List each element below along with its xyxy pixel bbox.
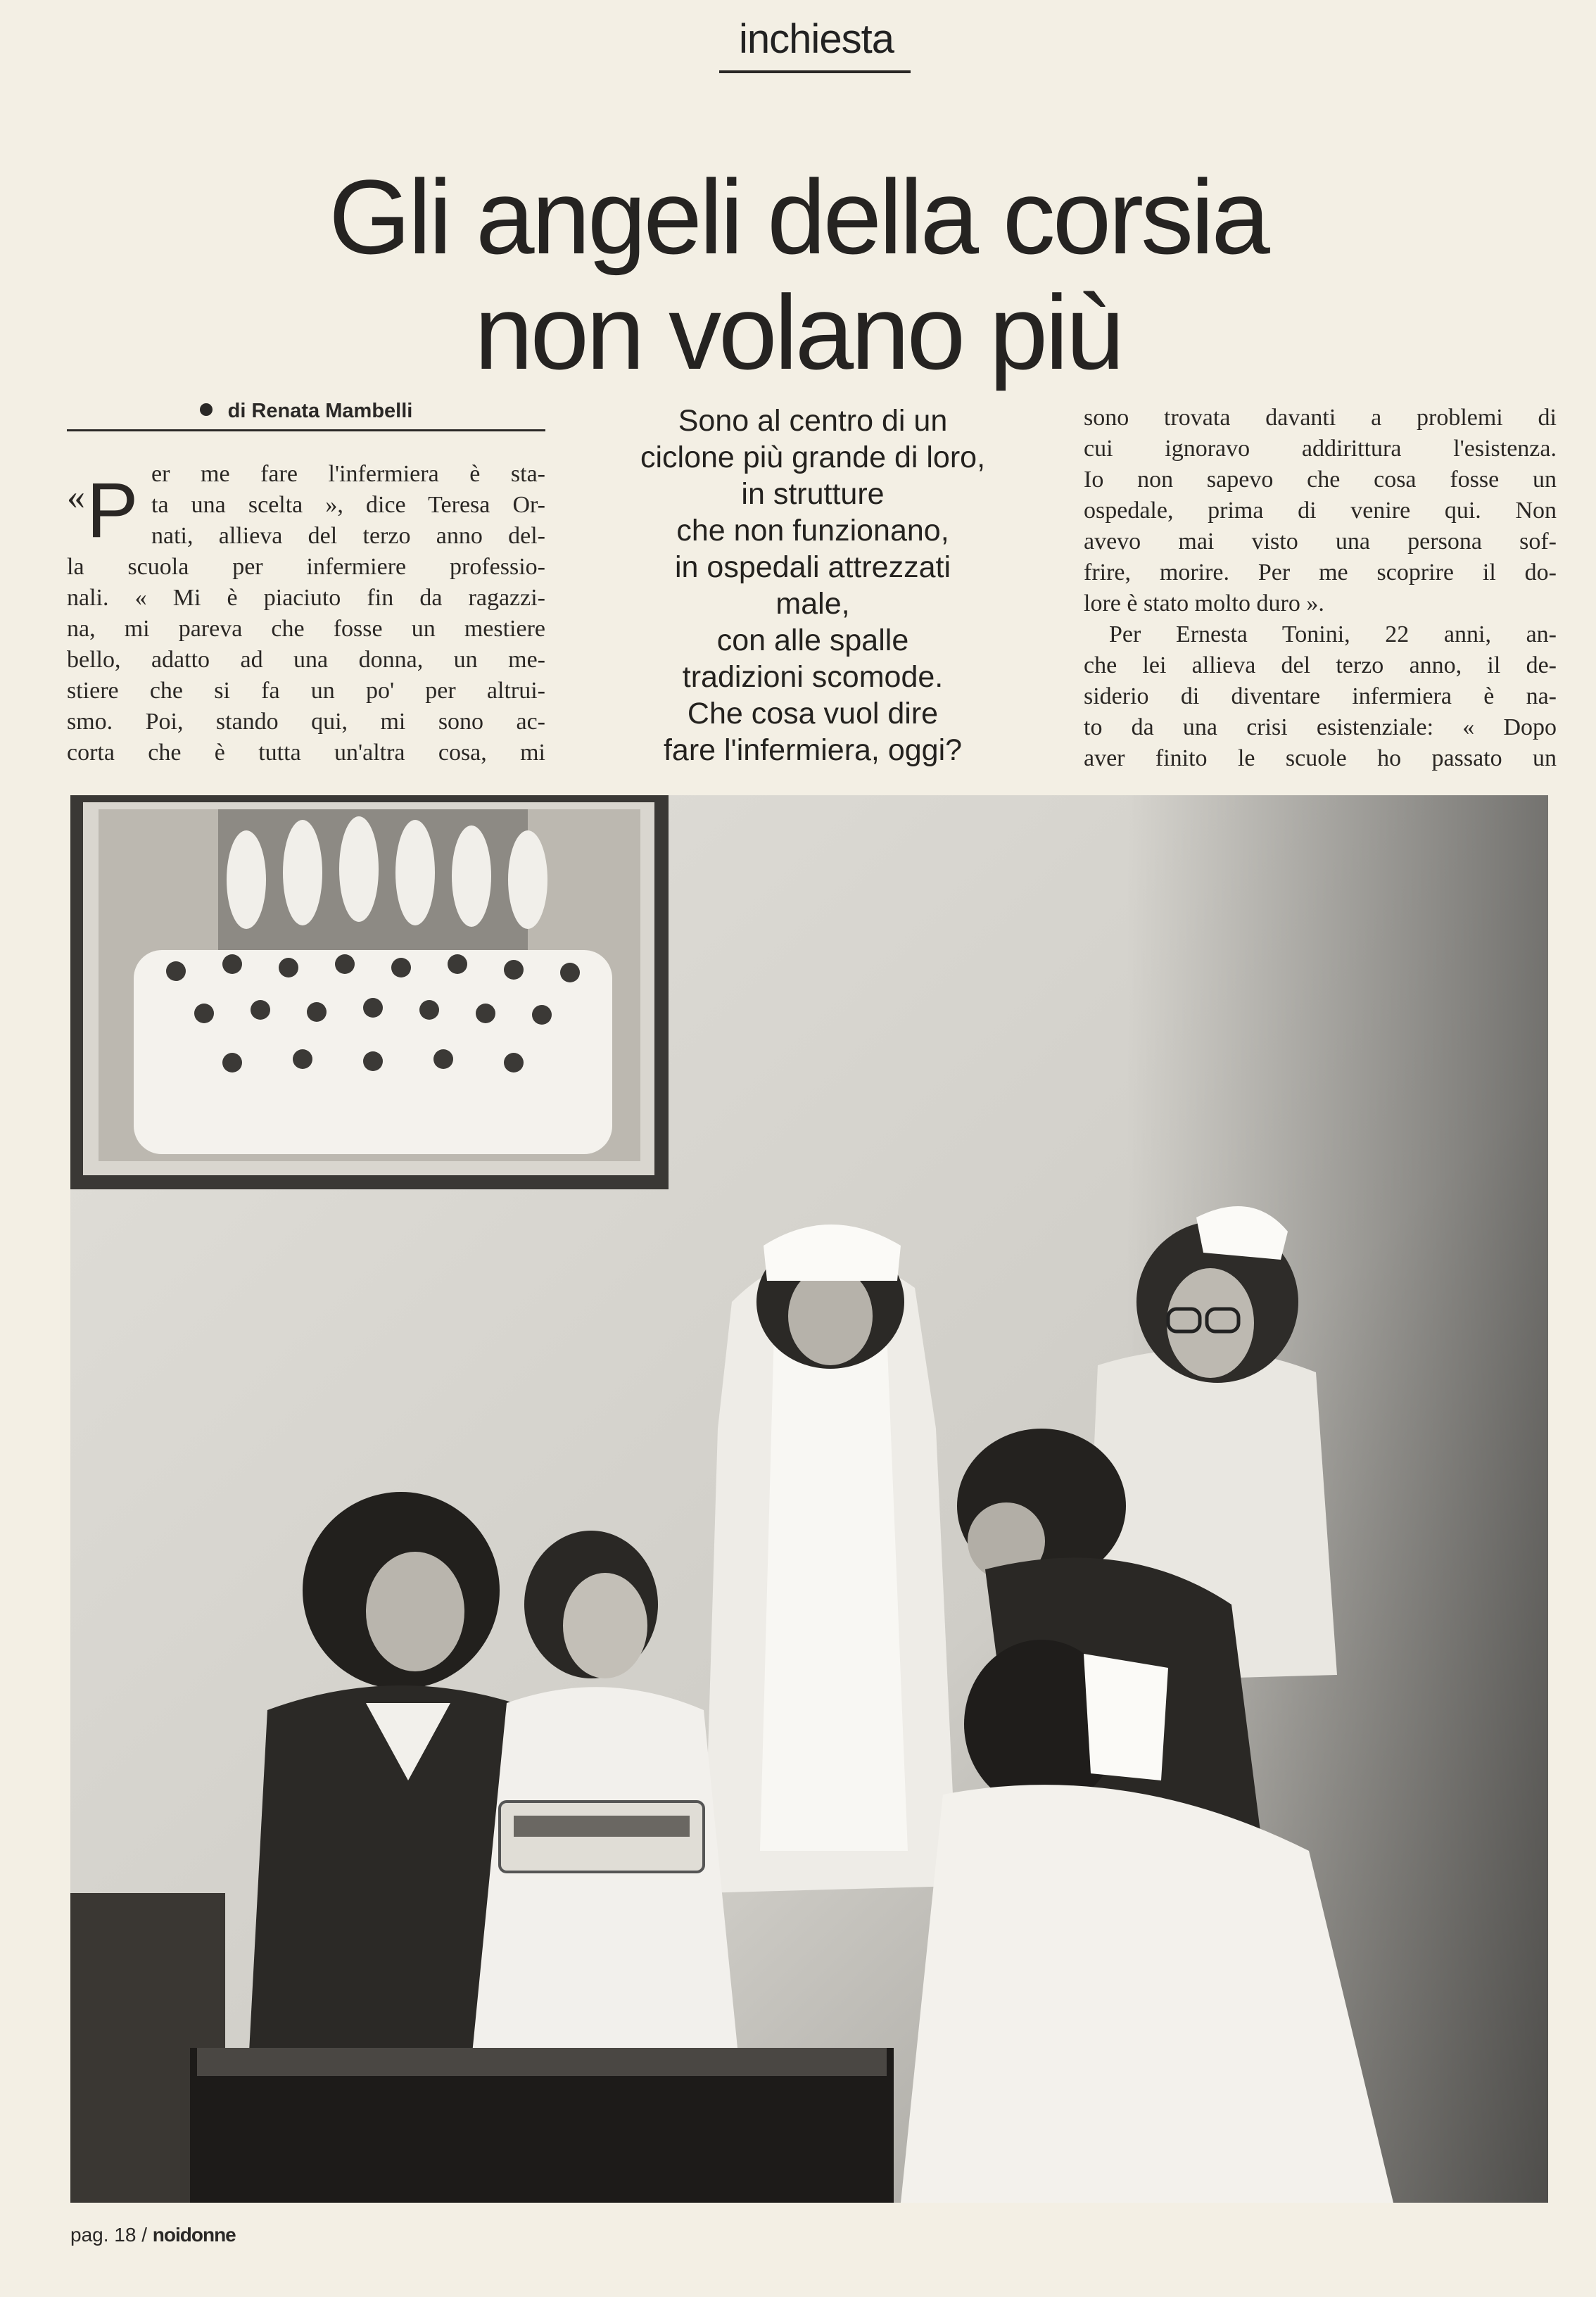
footer-separator: / (141, 2224, 147, 2246)
pull-quote-line: tradizioni scomode. (682, 660, 944, 694)
article-column-1 (67, 459, 545, 768)
column-3-line: frire, morire. Per me scoprire il do- (1084, 559, 1557, 586)
byline-text: di Renata Mambelli (227, 400, 413, 422)
pull-quote-line: in ospedali attrezzati (675, 550, 951, 584)
pull-quote-line: Che cosa vuol dire (687, 697, 939, 730)
column-3-line: sono trovata davanti a problemi di (1084, 405, 1557, 431)
column-1-line: stiere che si fa un po' per altrui- (67, 678, 545, 704)
column-3-line: Io non sapevo che cosa fosse un (1084, 467, 1557, 493)
drop-cap-letter: P (87, 467, 139, 554)
column-1-line: ta una scelta », dice Teresa Or- (151, 492, 545, 518)
pull-quote-line: male, (775, 587, 850, 621)
headline-line-2: non volano più (474, 273, 1122, 391)
column-1-line: nati, allieva del terzo anno del- (151, 523, 545, 549)
byline-rule (67, 429, 545, 431)
bullet-icon (200, 403, 213, 416)
section-rule (719, 70, 911, 73)
column-1-line: bello, adatto ad una donna, un me- (67, 647, 545, 673)
pull-quote-line: in strutture (741, 477, 885, 511)
pull-quote-line: con alle spalle (716, 624, 909, 657)
photo-illustration (70, 795, 1548, 2203)
column-3-line: ospedale, prima di venire qui. Non (1084, 498, 1557, 524)
column-3-line: cui ignoravo addirittura l'esistenza. (1084, 436, 1557, 462)
column-1-line: smo. Poi, stando qui, mi sono ac- (67, 709, 545, 735)
pull-quote-line: Sono al centro di un (678, 404, 948, 438)
standing-nurse (704, 1225, 957, 1893)
column-3-line: avevo mai visto una persona sof- (1084, 529, 1557, 555)
column-3-line: to da una crisi esistenziale: « Dopo (1084, 714, 1557, 740)
column-1-line: nali. « Mi è piaciuto fin da ragazzi- (67, 585, 545, 611)
byline (67, 400, 545, 423)
pull-quote-line: che non funzionano, (676, 514, 949, 548)
column-3-line: aver finito le scuole ho passato un (1084, 745, 1557, 771)
magazine-name: noidonne (152, 2224, 236, 2246)
nurses-photograph (70, 795, 1548, 2203)
headline-line-1: Gli angeli della corsia (329, 158, 1267, 276)
column-3-line: siderio di diventare infermiera è na- (1084, 683, 1557, 709)
column-3-line: che lei allieva del terzo anno, il de- (1084, 652, 1557, 678)
pull-quote-line: fare l'infermiera, oggi? (663, 733, 963, 767)
page-number: pag. 18 (70, 2224, 137, 2246)
page-footer (70, 2224, 236, 2246)
pull-quote (584, 403, 1041, 768)
pull-quote-line: ciclone più grande di loro, (640, 441, 986, 474)
column-1-line: corta che è tutta un'altra cosa, mi (67, 740, 545, 766)
drop-cap-guillemet: « (67, 477, 85, 517)
framed-picture (70, 795, 669, 1189)
column-3-line: lore è stato molto duro ». (1084, 590, 1324, 616)
article-column-3 (1084, 403, 1557, 774)
column-3-line: Per Ernesta Tonini, 22 anni, an- (1109, 621, 1557, 647)
column-1-line: la scuola per infermiere professio- (67, 554, 545, 580)
section-label: inchiesta (739, 16, 894, 62)
column-1-line: er me fare l'infermiera è sta- (151, 461, 545, 487)
column-1-line: na, mi pareva che fosse un mestiere (67, 616, 545, 642)
